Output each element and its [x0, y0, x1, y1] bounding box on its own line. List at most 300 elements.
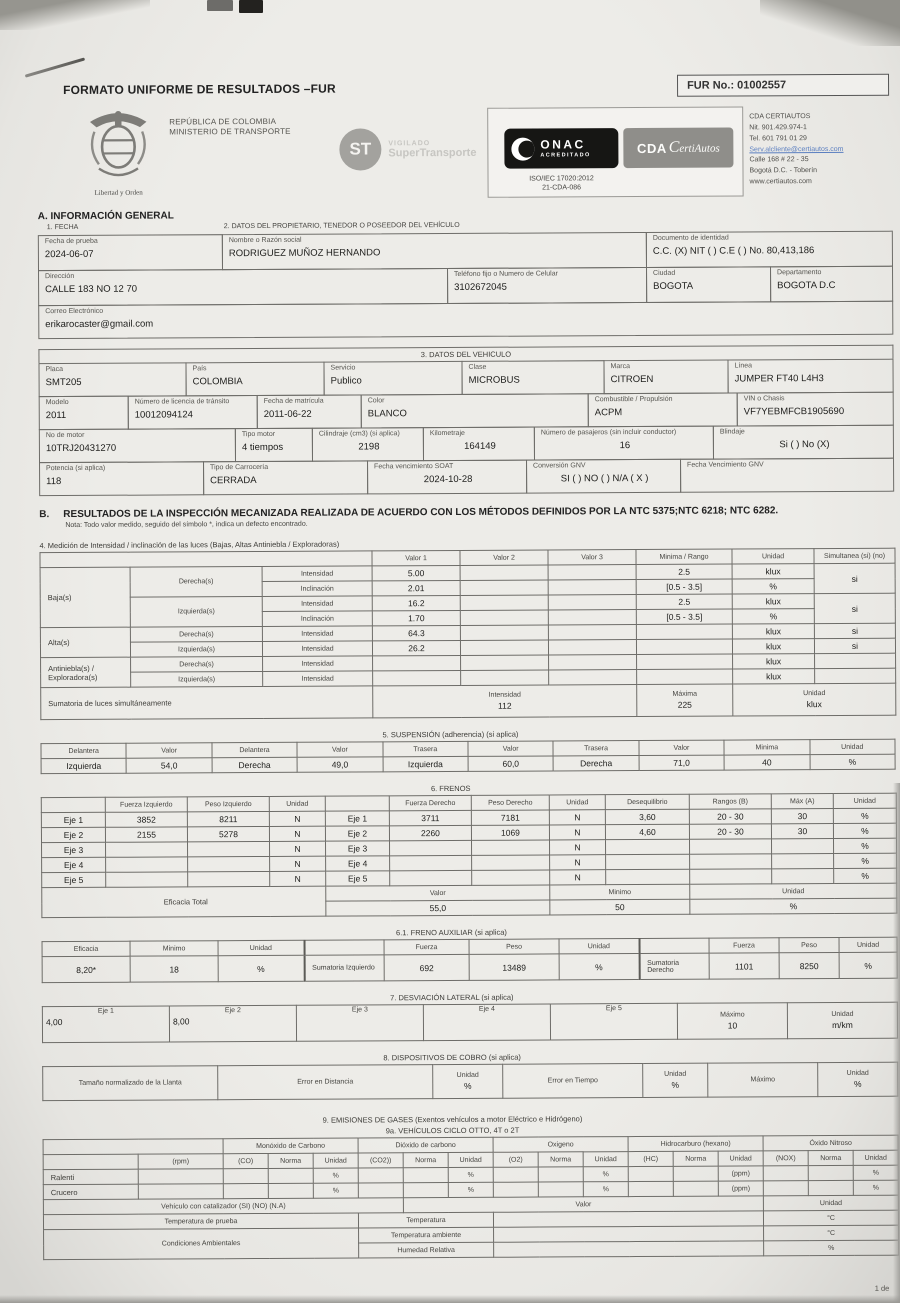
aux-brake-title: 6.1. FRENO AUXILIAR (si aplica) — [396, 927, 507, 938]
field-cilindraje — [312, 427, 424, 462]
em-cru-co-n — [268, 1183, 313, 1198]
cda-name: CertiAutos — [668, 138, 720, 156]
em-cru-o2-n — [538, 1182, 583, 1197]
aux-der-unidad-h: Unidad — [839, 937, 897, 952]
fr-r2c2 — [188, 841, 270, 856]
fr-r0c0: Eje 1 — [41, 812, 105, 827]
em-cru-co2-n — [403, 1183, 448, 1198]
fr-r2c7: N — [549, 840, 605, 855]
cobro-unidad2-label: Unidad — [664, 1070, 687, 1078]
fr-r2c6 — [471, 840, 549, 855]
fr-r3c3: N — [270, 856, 326, 871]
desv-eje3-value — [300, 1015, 420, 1016]
charging-devices-table — [42, 1062, 898, 1101]
em-crucero-rpm — [138, 1184, 223, 1199]
anti-izq-valor2 — [461, 670, 549, 685]
aux-eficacia: 8,20* — [42, 956, 130, 982]
form-title: FORMATO UNIFORME DE RESULTADOS –FUR — [63, 81, 336, 98]
anti-izq-unidad: klux — [733, 669, 815, 684]
fr-r4c11: % — [834, 868, 897, 883]
em-humedad-value — [494, 1241, 764, 1257]
fr-r2c5 — [389, 840, 471, 855]
em-co-norma: Norma — [268, 1153, 313, 1168]
paper-edge-shadow-right — [893, 783, 900, 1303]
baja-izq-inc-unidad: % — [732, 609, 814, 624]
field-tipo-motor — [235, 428, 313, 462]
baja-izq-int-valor1: 16.2 — [372, 595, 460, 610]
fr-h3: Unidad — [269, 796, 325, 811]
fr-r1c3: N — [269, 826, 325, 841]
baja-der-int-minima: 2.5 — [636, 564, 732, 580]
em-temperatura-label: Temperatura — [358, 1212, 493, 1228]
em-ral-nox-n — [808, 1165, 853, 1180]
anti-der-valor1 — [373, 655, 461, 670]
measure-intensidad-2: Intensidad — [262, 596, 372, 612]
anti-der-simultanea — [815, 653, 896, 668]
pasajeros-value: 16 — [619, 440, 631, 452]
fr-r0c3: N — [269, 811, 325, 826]
fr-r4c9 — [690, 869, 772, 884]
lights-table-title: 4. Medición de Intensidad / inclinación de las luces (Bajas, Altas Antiniebla / Exploradoras) — [39, 539, 340, 551]
gnv-value: SI ( ) NO ( ) N/A ( X ) — [560, 472, 649, 485]
baja-der-inc-minima: [0.5 - 3.5] — [636, 579, 732, 595]
aux-brake-values-row — [42, 952, 897, 982]
placa-value: SMT205 — [45, 376, 82, 389]
baja-der-int-unidad: klux — [732, 564, 814, 579]
eficacia-valor: 55,0 — [326, 900, 550, 916]
measure-inclinacion: Inclinación — [262, 581, 372, 597]
desv-eje4 — [423, 1004, 550, 1041]
potencia-label: Potencia (si aplica) — [46, 464, 106, 473]
fr-r3c10 — [772, 853, 834, 868]
em-ral-o2-un: % — [583, 1167, 628, 1182]
cobro-unidad-2 — [643, 1063, 708, 1097]
fr-r0c7: N — [549, 810, 605, 825]
fr-h0 — [41, 797, 105, 812]
susp-v9: % — [810, 754, 896, 769]
modelo-label: Modelo — [45, 398, 69, 407]
side-izquierda: Izquierda(s) — [130, 596, 262, 627]
correo-label: Correo Electrónico — [45, 307, 104, 316]
em-cru-hc-n — [673, 1181, 718, 1196]
desv-eje3-label: Eje 3 — [351, 1006, 368, 1014]
accreditation-box — [487, 106, 743, 197]
baja-izq-simultanea: si — [814, 593, 895, 623]
em-hc-norma: Norma — [673, 1151, 718, 1166]
cda-code: 21-CDA-086 — [542, 184, 582, 192]
em-group-o2: Oxigeno — [493, 1137, 628, 1153]
em-ral-hc-un: (ppm) — [718, 1166, 763, 1181]
placa-label: Placa — [45, 366, 64, 374]
fr-r1c8: 4,60 — [605, 824, 689, 839]
alta-der-minima — [636, 624, 732, 640]
field-correo — [38, 301, 893, 339]
aux-brake-table — [42, 937, 898, 983]
em-condiciones-label: Condiciones Ambientales — [44, 1228, 359, 1260]
fr-r4c8 — [606, 869, 690, 884]
susp-v3: 49,0 — [297, 757, 382, 772]
alta-izq-side: Izquierda(s) — [130, 641, 262, 657]
aux-izq-peso: 13489 — [469, 954, 559, 980]
potencia-value: 118 — [46, 476, 62, 488]
field-departamento — [770, 266, 893, 303]
suspension-values-row — [41, 754, 895, 773]
soat-label: Fecha vencimiento SOAT — [374, 462, 454, 471]
baja-der-int-valor3 — [548, 565, 636, 580]
valor3-header: Valor 3 — [548, 550, 636, 565]
unidad-header: Unidad — [732, 549, 814, 564]
em-humedad-unidad: % — [764, 1240, 899, 1256]
anti-izq-side: Izquierda(s) — [131, 671, 263, 687]
onac-subtitle: ACREDITADO — [540, 151, 591, 159]
side-derecha: Derecha(s) — [130, 566, 262, 597]
cilindraje-label: Cilindraje (cm3) (si aplica) — [318, 430, 400, 438]
field-fecha-prueba — [38, 234, 223, 271]
desv-eje1 — [42, 1006, 169, 1043]
sum-maxima — [637, 684, 733, 717]
susp-v7: 71,0 — [639, 755, 724, 770]
em-temp-ambiente-label: Temperatura ambiente — [359, 1227, 494, 1243]
page-indicator: 1 de — [874, 1283, 890, 1293]
desv-eje1-label: Eje 1 — [97, 1007, 114, 1015]
title-bar — [37, 74, 892, 104]
sum-unidad-value: klux — [806, 699, 822, 710]
fr-h7: Unidad — [549, 795, 605, 810]
aux-izq-label: Sumatoria Izquierdo — [304, 955, 384, 981]
alta-izq-minima — [636, 639, 732, 655]
baja-der-inc-valor1: 2.01 — [372, 580, 460, 595]
desv-eje3 — [296, 1005, 423, 1042]
em-co-sym: (CO) — [223, 1153, 268, 1168]
fr-r2c8 — [605, 839, 689, 854]
anti-izq-minima — [637, 669, 733, 685]
em-co2-sym: (CO2)) — [358, 1153, 403, 1168]
field-clase — [461, 360, 604, 395]
combustible-value: ACPM — [594, 407, 623, 419]
em-cru-o2-un: % — [583, 1182, 628, 1197]
em-group-co: Monóxido de Carbono — [223, 1138, 358, 1154]
field-linea — [727, 359, 893, 394]
iso-code: ISO/IEC 17020:2012 — [529, 175, 594, 183]
owner-row-1 — [38, 231, 893, 271]
baja-izq-inc-valor2 — [460, 610, 548, 625]
anti-der-unidad: klux — [733, 654, 815, 669]
em-cru-nox-un: % — [853, 1180, 898, 1195]
anti-izq-valor1 — [373, 670, 461, 685]
fr-r2c0: Eje 3 — [42, 842, 106, 857]
field-direccion — [38, 268, 448, 306]
field-pasajeros — [534, 426, 714, 461]
fr-r2c1 — [106, 842, 188, 857]
em-blank-label-col — [43, 1154, 138, 1169]
susp-h2: Delantera — [212, 742, 297, 757]
cobro-unidad-3 — [818, 1062, 898, 1096]
cilindraje-value: 2198 — [358, 441, 380, 453]
eficacia-minimo: 50 — [550, 899, 690, 915]
susp-h4: Trasera — [383, 741, 468, 756]
alta-izq-unidad: klux — [732, 639, 814, 654]
field-motor — [39, 428, 236, 463]
fr-h2: Peso Izquierdo — [187, 796, 269, 811]
vehicle-section-title: 3. DATOS DEL VEHICULO — [38, 345, 893, 363]
header-block — [37, 104, 892, 204]
alta-der-side: Derecha(s) — [130, 626, 262, 642]
em-ral-co — [223, 1168, 268, 1183]
departamento-label: Departamento — [777, 269, 822, 277]
anti-izq-simultanea — [815, 668, 896, 683]
em-nox-unidad: Unidad — [853, 1150, 898, 1165]
eficacia-minimo-label: Minimo — [550, 884, 690, 900]
em-temp-prueba-label: Temperatura de prueba — [43, 1213, 358, 1230]
alta-der-unidad: klux — [732, 624, 814, 639]
susp-v4: Izquierda — [383, 756, 468, 771]
em-ral-nox-un: % — [853, 1165, 898, 1180]
lateral-deviation-title: 7. DESVIACIÓN LATERAL (si aplica) — [390, 992, 514, 1003]
fr-r4c3: N — [270, 871, 326, 886]
owner-row-2 — [38, 266, 893, 306]
desv-eje2-label: Eje 2 — [224, 1007, 241, 1015]
field-combustible — [588, 392, 738, 427]
em-humedad-label: Humedad Relativa — [359, 1242, 494, 1258]
em-hc-unidad: Unidad — [718, 1151, 763, 1166]
kilometraje-value: 164149 — [464, 440, 496, 452]
em-ralenti-rpm — [138, 1169, 223, 1184]
em-ral-co-n — [268, 1168, 313, 1183]
valor2-header: Valor 2 — [460, 550, 548, 565]
nombre-label: Nombre o Razón social — [228, 236, 302, 245]
susp-h7: Valor — [639, 740, 724, 755]
em-ral-co-un: % — [313, 1168, 358, 1183]
fr-r3c9 — [690, 854, 772, 869]
desv-eje2 — [169, 1005, 296, 1042]
field-vin — [737, 392, 894, 427]
color-label: Color — [367, 397, 385, 405]
fur-number-box: FUR No.: 01002557 — [677, 74, 889, 97]
documento-label: Documento de identidad — [652, 234, 729, 242]
escudo-caption: Libertad y Orden — [94, 188, 143, 197]
em-rpm-header: (rpm) — [138, 1154, 223, 1169]
soat-value: 2024-10-28 — [423, 473, 473, 486]
combustible-label: Combustible / Propulsión — [594, 395, 673, 404]
susp-h8: Minima — [724, 740, 809, 755]
field-blindaje — [713, 425, 894, 460]
contact-city: Bogotá D.C. - Toberín — [749, 167, 818, 175]
susp-h1: Valor — [126, 743, 211, 758]
aux-izq-blank-h — [304, 940, 384, 955]
gnv-label: Conversión GNV — [533, 462, 586, 470]
em-o2-norma: Norma — [538, 1152, 583, 1167]
em-co2-unidad: Unidad — [448, 1152, 493, 1167]
coat-of-arms-icon — [85, 108, 151, 184]
motor-label: No de motor — [45, 431, 85, 440]
susp-v0: Izquierda — [41, 758, 126, 773]
eficacia-total-label: Eficacia Total — [42, 886, 326, 917]
susp-v2: Derecha — [212, 757, 297, 772]
desv-eje5-label: Eje 5 — [605, 1005, 622, 1013]
em-co-unidad: Unidad — [313, 1153, 358, 1168]
fr-r3c0: Eje 4 — [42, 857, 106, 872]
lights-sum-row — [41, 683, 896, 719]
em-unidad-header: Unidad — [763, 1195, 898, 1211]
telefono-value: 3102672045 — [454, 281, 507, 293]
fr-r2c11: % — [833, 838, 896, 853]
sum-intensidad — [373, 685, 637, 718]
fr-r0c8: 3,60 — [605, 809, 689, 824]
cda-certiautos-logo — [623, 128, 733, 169]
desv-maximo-value: 10 — [727, 1020, 738, 1031]
pasajeros-label: Número de pasajeros (sin incluir conductor) — [540, 428, 677, 437]
desv-eje1-value: 4,00 — [45, 1017, 63, 1028]
section-a-title: A. INFORMACIÓN GENERAL — [37, 210, 174, 223]
em-ral-co2-un: % — [448, 1167, 493, 1182]
eficacia-valor-label: Valor — [326, 885, 550, 901]
fr-h8: Desequilibrio — [605, 794, 689, 809]
fr-r3c1 — [106, 857, 188, 872]
sum-intensidad-label: Intensidad — [488, 691, 521, 699]
fr-r1c7: N — [549, 825, 605, 840]
fr-r4c0: Eje 5 — [42, 872, 106, 887]
color-value: BLANCO — [367, 408, 407, 420]
contact-name: CDA CERTIAUTOS — [749, 113, 811, 121]
field-marca — [603, 360, 728, 395]
aux-unidad: % — [218, 955, 304, 981]
em-ral-hc — [628, 1166, 673, 1181]
group-bajas: Baja(s) — [40, 567, 130, 627]
fr-h1: Fuerza Izquierdo — [105, 797, 187, 812]
eficacia-unidad-label: Unidad — [690, 883, 897, 899]
pais-value: COLOMBIA — [192, 376, 243, 388]
em-ral-o2-n — [538, 1167, 583, 1182]
licencia-value: 10012094124 — [134, 409, 193, 421]
field-carroceria — [203, 460, 368, 495]
alta-der-simultanea: si — [814, 623, 895, 638]
ciudad-value: BOGOTA — [653, 280, 694, 292]
contact-tel: Tel. 601 791 01 29 — [749, 134, 807, 143]
em-group-nox: Óxido Nitroso — [763, 1135, 898, 1151]
alta-izq-valor1: 26.2 — [372, 640, 460, 655]
field-matricula — [257, 394, 362, 429]
aux-der-blank-h — [639, 938, 709, 953]
em-cru-nox — [763, 1181, 808, 1196]
fr-r1c0: Eje 2 — [41, 827, 105, 842]
aux-izq-fuerza-h: Fuerza — [384, 939, 469, 954]
paper-edge-shadow-bottom — [0, 1295, 900, 1303]
susp-h9: Unidad — [809, 739, 895, 754]
cobro-error-tiempo: Error en Tiempo — [503, 1063, 643, 1098]
aux-izq-fuerza: 692 — [384, 954, 469, 980]
direccion-value: CALLE 183 NO 12 70 — [45, 283, 138, 296]
fr-r0c9: 20 - 30 — [689, 809, 771, 824]
onac-circle-icon — [511, 137, 534, 160]
sum-unidad — [733, 683, 896, 716]
contact-nit: Nit. 901.429.974-1 — [749, 123, 807, 132]
fr-r3c4: Eje 4 — [326, 856, 390, 871]
emissions-subtitle: 9a. VEHÍCULOS CICLO OTTO, 4T o 2T — [385, 1125, 520, 1136]
desv-eje4-label: Eje 4 — [478, 1005, 495, 1013]
fr-r3c11: % — [834, 853, 897, 868]
aux-der-fuerza: 1101 — [709, 953, 779, 979]
carroceria-label: Tipo de Carrocería — [210, 463, 269, 472]
alta-izq-simultanea: si — [814, 638, 895, 653]
em-o2-sym: (O2) — [493, 1152, 538, 1167]
lights-table — [39, 548, 896, 720]
em-crucero-label: Crucero — [43, 1184, 138, 1199]
alta-der-measure: Intensidad — [262, 626, 372, 642]
baja-izq-inc-valor1: 1.70 — [372, 610, 460, 625]
fr-r2c4: Eje 3 — [325, 841, 389, 856]
nombre-value: RODRIGUEZ MUÑOZ HERNANDO — [228, 247, 381, 260]
field-soat — [367, 460, 527, 495]
fr-r1c11: % — [833, 823, 896, 838]
aux-der-unidad: % — [839, 952, 897, 978]
vehicle-row-4 — [39, 458, 894, 496]
em-catalizador-label: Vehículo con catalizador (SI) (NO) (N.A) — [43, 1198, 403, 1215]
em-nox-norma: Norma — [808, 1150, 853, 1165]
field-gnv — [526, 459, 681, 494]
matricula-label: Fecha de matrícula — [263, 397, 324, 405]
fr-r4c10 — [772, 868, 834, 883]
em-group-co2: Dióxido de carbono — [358, 1137, 493, 1153]
fr-r1c4: Eje 2 — [325, 826, 389, 841]
lights-blank-header — [40, 551, 372, 568]
sum-unidad-label: Unidad — [803, 690, 826, 698]
tipo-motor-label: Tipo motor — [241, 430, 276, 439]
field-nombre — [222, 232, 647, 270]
anti-der-valor3 — [549, 655, 637, 670]
desv-unidad-value: m/km — [832, 1019, 853, 1031]
aux-izq-unidad: % — [559, 954, 639, 980]
contact-web: www.certiautos.com — [749, 178, 812, 186]
field-telefono — [447, 267, 647, 304]
cda-prefix: CDA — [636, 140, 667, 156]
sum-maxima-label: Máxima — [672, 690, 698, 698]
sum-maxima-value: 225 — [677, 699, 692, 710]
fr-r1c2: 5278 — [187, 826, 269, 841]
licencia-label: Número de licencia de tránsito — [134, 398, 230, 406]
fr-h11: Unidad — [833, 793, 896, 808]
field-licencia — [128, 395, 258, 430]
field-pais — [185, 362, 324, 397]
baja-izq-int-minima: 2.5 — [636, 594, 732, 610]
fr-r1c9: 20 - 30 — [689, 824, 771, 839]
em-temp-ambiente-value — [494, 1226, 764, 1242]
em-hc-sym: (HC) — [628, 1151, 673, 1166]
fr-r2c3: N — [269, 841, 325, 856]
field-color — [361, 393, 589, 428]
aux-der-fuerza-h: Fuerza — [709, 938, 779, 953]
measure-inclinacion-2: Inclinación — [262, 611, 372, 627]
desv-eje5-value — [554, 1014, 674, 1015]
aux-unidad-h: Unidad — [218, 940, 304, 955]
simultanea-header: Simultanea (si) (no) — [814, 548, 895, 563]
susp-v1: 54,0 — [126, 758, 211, 773]
anti-der-side: Derecha(s) — [131, 656, 263, 672]
susp-v6: Derecha — [553, 756, 638, 771]
motor-value: 10TRJ20431270 — [45, 442, 117, 455]
fr-r3c2 — [188, 856, 270, 871]
em-temperatura-value — [493, 1211, 763, 1227]
desv-eje4-value — [427, 1014, 547, 1015]
linea-label: Línea — [734, 362, 753, 370]
field-gnv-vencimiento — [680, 458, 894, 493]
aux-der-peso: 8250 — [779, 952, 839, 978]
aux-der-peso-h: Peso — [779, 937, 839, 952]
anti-der-measure: Intensidad — [263, 656, 373, 672]
republica-line: REPÚBLICA DE COLOMBIA — [169, 116, 277, 127]
em-ralenti-label: Ralenti — [43, 1169, 138, 1184]
em-cru-nox-n — [808, 1180, 853, 1195]
em-ral-hc-n — [673, 1166, 718, 1181]
